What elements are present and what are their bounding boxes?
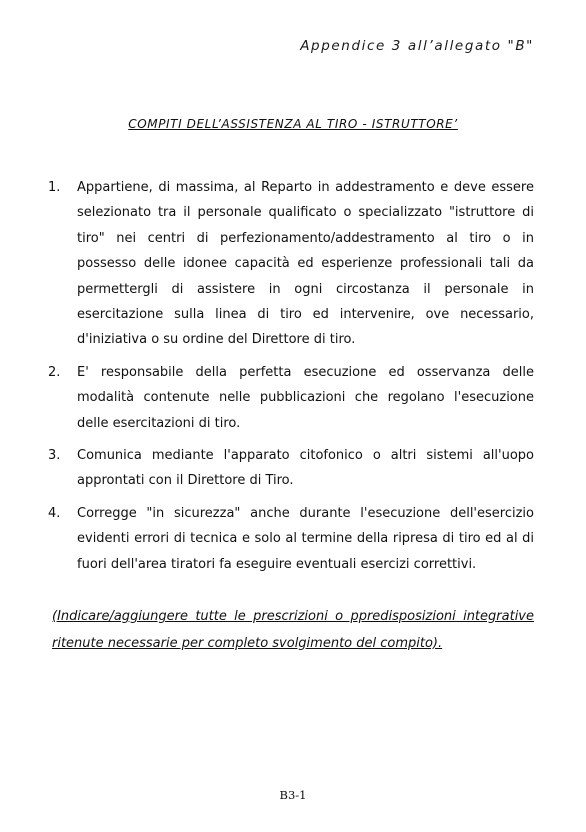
item-number: 3.: [48, 448, 61, 464]
document-title: COMPITI DELL’ASSISTENZA AL TIRO - ISTRUTTORE’: [128, 117, 458, 131]
list-item: [48, 175, 534, 353]
list-item: [48, 501, 534, 577]
item-number: 4.: [48, 505, 61, 521]
duties-list: [48, 175, 534, 584]
item-text: E' responsabile della perfetta esecuzione ed osservanza delle modalità contenute nelle pubblicazioni che regolano l'esecuzione delle esercitazioni di tiro.: [77, 364, 534, 431]
item-text: Corregge "in sicurezza" anche durante l'esecuzione dell'esercizio evidenti errori di tecnica e solo al termine della ripresa di tiro ed al di fuori dell'area tiratori fa eseguire eventuali esercizi correttivi.: [77, 505, 534, 572]
item-number: 2.: [48, 364, 61, 380]
item-number: 1.: [48, 180, 61, 195]
appendix-label: Appendice 3 all’allegato "B": [300, 38, 534, 54]
instruction-note: (Indicare/aggiungere tutte le prescrizioni o ppredisposizioni integrative ritenute necessarie per completo svolgimento del compito).: [52, 609, 534, 651]
item-text: Appartiene, di massima, al Reparto in addestramento e deve essere selezionato tra il personale qualificato o specializzato "istruttore di tiro" nei centri di perfezionamento/addestramento al tiro o in possesso delle idonee capacità ed esperienze professionali tali da permettergli di assistere in ogni circostanza il personale in esercitazione sulla linea di tiro ed intervenire, ove necessario, d'iniziativa o su ordine del Direttore di tiro.: [77, 180, 534, 348]
list-item: [48, 443, 534, 494]
item-text: Comunica mediante l'apparato citofonico o altri sistemi all'uopo approntati con il Direttore di Tiro.: [77, 448, 534, 489]
list-item: [48, 360, 534, 436]
page-number: B3-1: [279, 788, 307, 802]
